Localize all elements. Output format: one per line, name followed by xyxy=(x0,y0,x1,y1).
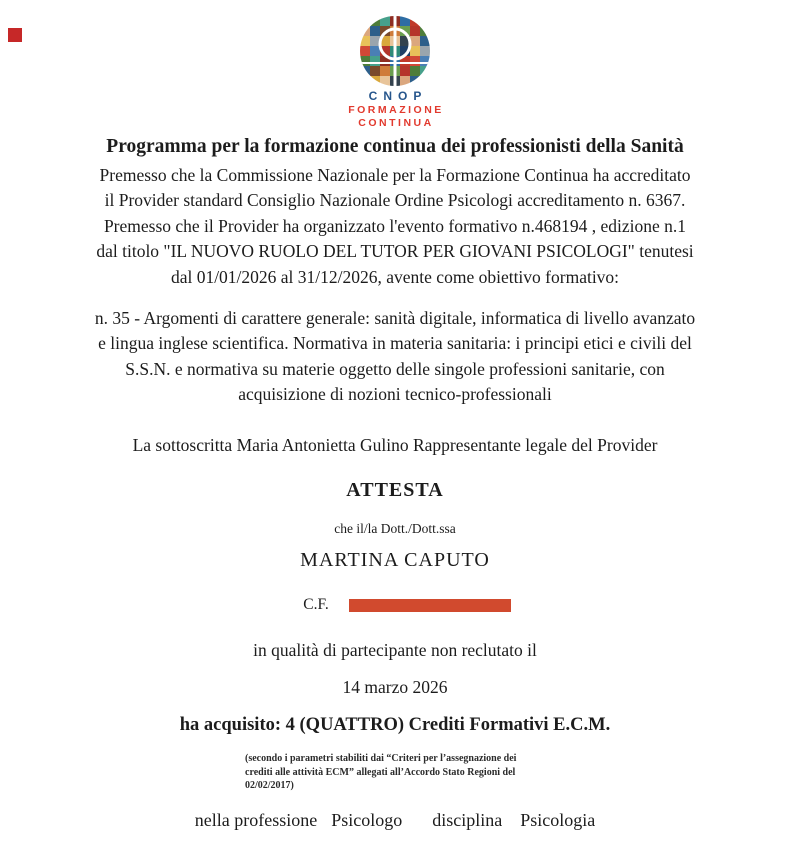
credits-note-line: (secondo i parametri stabiliti dai “Criteri per l’assegnazione dei xyxy=(245,753,517,764)
discipline-label: disciplina xyxy=(432,810,503,830)
objective-line: S.S.N. e normativa su materie oggetto delle singole professioni sanitarie, con xyxy=(125,358,665,379)
credits-note-line: 02/02/2017) xyxy=(245,780,294,791)
intro-paragraph xyxy=(0,163,790,290)
objective-line: acquisizione di nozioni tecnico-professionali xyxy=(238,384,552,405)
date-text: 14 marzo 2026 xyxy=(342,677,448,697)
participant-name: MARTINA CAPUTO xyxy=(300,549,490,571)
intro-line: dal 01/01/2026 al 31/12/2026, avente come obiettivo formativo: xyxy=(170,266,620,287)
declaration-text: La sottoscritta Maria Antonietta Gulino Rappresentante legale del Provider xyxy=(132,435,658,455)
certificate-title: Programma per la formazione continua dei professionisti della Sanità xyxy=(106,136,684,157)
salutation-text: che il/la Dott./Dott.ssa xyxy=(334,521,456,536)
cnop-logo xyxy=(0,16,790,129)
attesta-heading: ATTESTA xyxy=(346,479,444,501)
objective-line: n. 35 - Argomenti di carattere generale: sanità digitale, informatica di livello avanzato xyxy=(94,308,696,328)
intro-line: Premesso che la Commissione Nazionale per la Formazione Continua ha accreditato xyxy=(99,165,691,185)
participation-text: in qualità di partecipante non reclutato il xyxy=(253,640,537,660)
credits-heading: ha acquisito: 4 (QUATTRO) Crediti Formativi E.C.M. xyxy=(179,715,611,735)
cnop-logo-emblem xyxy=(360,16,430,86)
intro-line: dal titolo "IL NUOVO RUOLO DEL TUTOR PER GIOVANI PSICOLOGI" tenutesi xyxy=(96,241,694,262)
logo-continua-text: CONTINUA xyxy=(358,117,434,129)
intro-line: Premesso che il Provider ha organizzato l'evento formativo n.468194 , edizione n.1 xyxy=(103,215,687,236)
credits-note-line: crediti alle attività ECM” allegati all’Accordo Stato Regioni del xyxy=(245,766,516,778)
objective-paragraph xyxy=(0,306,790,408)
intro-line: il Provider standard Consiglio Nazionale Ordine Psicologi accreditamento n. 6367. xyxy=(104,190,686,211)
discipline-value: Psicologia xyxy=(520,810,596,830)
profession-label: nella professione xyxy=(194,810,318,830)
logo-cnop-text: CNOP xyxy=(368,89,428,103)
fiscal-code-redaction-bar xyxy=(349,599,511,612)
credits-note xyxy=(245,752,545,793)
profession-row xyxy=(0,810,790,831)
fiscal-code-row xyxy=(0,596,790,614)
fiscal-code-label: C.F. xyxy=(303,596,329,613)
objective-line: e lingua inglese scientifica. Normativa in materia sanitaria: i principi etici e civili del xyxy=(98,333,692,354)
profession-value: Psicologo xyxy=(331,810,403,830)
logo-formazione-text: FORMAZIONE xyxy=(348,104,444,116)
